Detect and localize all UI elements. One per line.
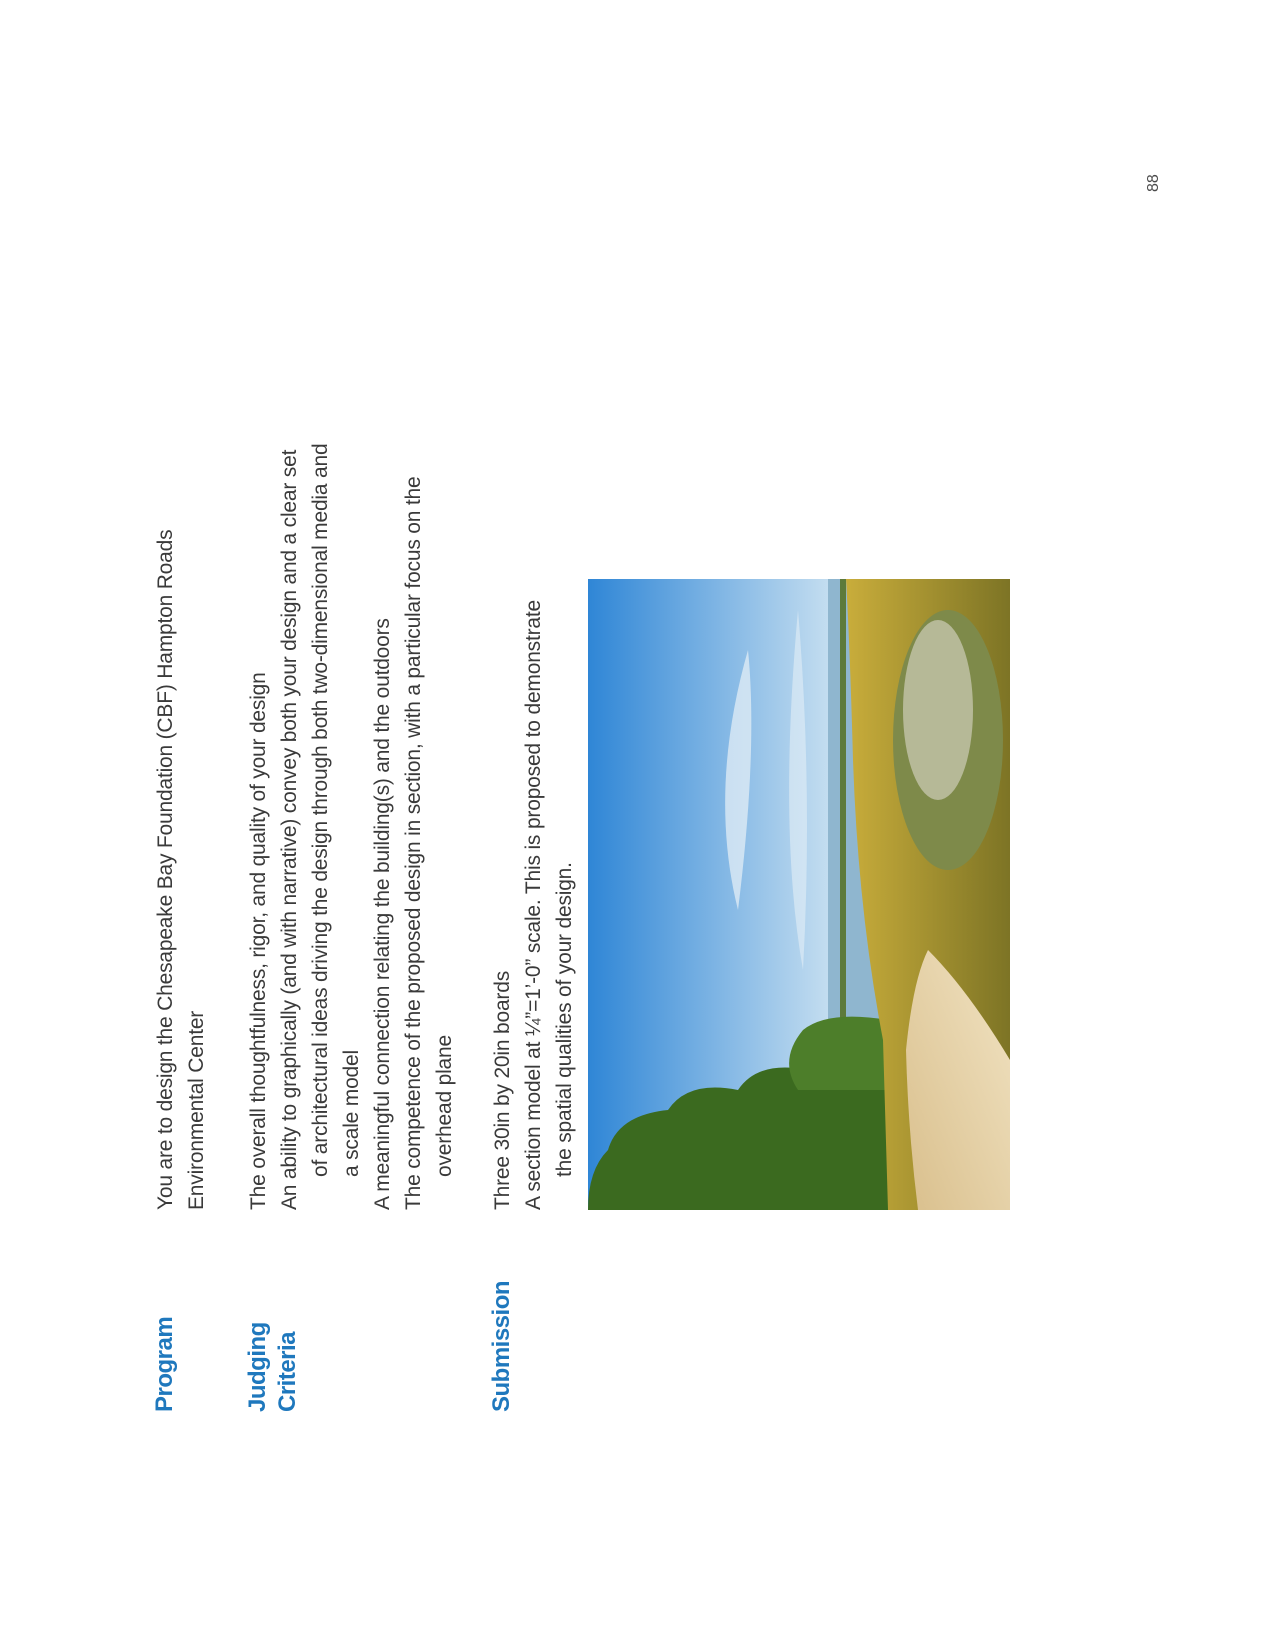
photo-flowers [903,620,973,800]
judging-heading-line-2: Criteria [274,1331,301,1412]
landscape-photo [588,579,1010,1210]
submission-list [487,600,580,1210]
judging-criteria-heading [243,1322,303,1412]
judging-item: An ability to graphically (and with narrative) convey both your design and a clear set of architectural ideas driving the design through both two-dimensional media and a scale model [278,443,363,1210]
judging-item: A meaningful connection relating the building(s) and the outdoors [371,618,394,1210]
program-line-1: You are to design the Chesapeake Bay Foundation (CBF) Hampton Roads [154,529,177,1210]
judging-criteria-list [243,430,460,1210]
submission-item: A section model at ¼”=1’-0” scale. This is proposed to demonstrate the spatial qualities of your design. [522,600,576,1210]
page-number: 88 [1145,174,1162,192]
program-text [150,438,212,1210]
judging-item: The competence of the proposed design in section, with a particular focus on the overhead plane [402,476,456,1210]
submission-item: Three 30in by 20in boards [491,971,514,1210]
judging-item: The overall thoughtfulness, rigor, and quality of your design [247,672,270,1210]
judging-heading-line-1: Judging [244,1322,271,1412]
submission-heading: Submission [488,1280,515,1412]
photo-illustration [588,579,1010,1210]
program-heading: Program [151,1316,178,1412]
program-line-2: Environmental Center [185,1010,208,1210]
